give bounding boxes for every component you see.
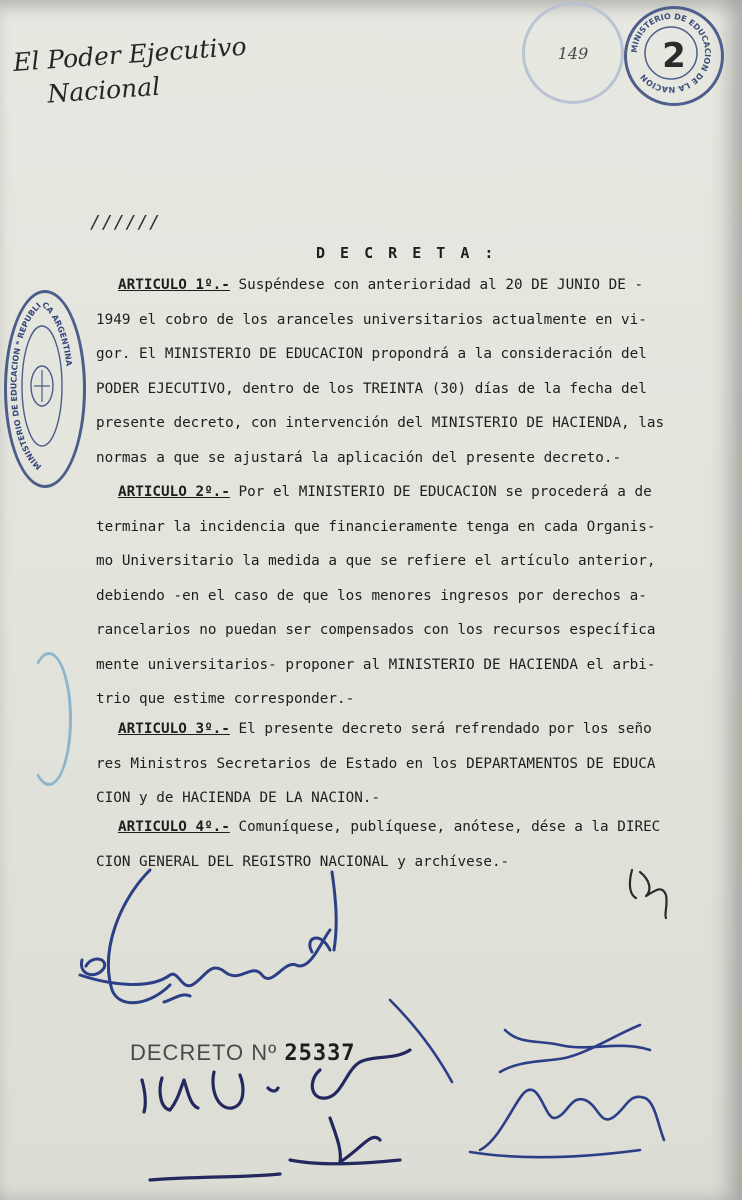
article-2-line: debiendo -en el caso de que los menores ingresos por derechos a- <box>96 587 647 604</box>
letterhead-line-2: Nacional <box>46 71 162 109</box>
article-1-line: presente decreto, con intervención del MINISTERIO DE HACIENDA, las <box>96 415 665 431</box>
article-1-line: gor. El MINISTERIO DE EDUCACION propondrá a la consideración del <box>96 346 647 362</box>
article-3-first-line: El presente decreto será refrendado por los seño <box>229 721 652 737</box>
decree-number <box>130 1040 356 1066</box>
article-3-label: ARTICULO 3º.- <box>118 721 230 737</box>
article-3-line: CION y de HACIENDA DE LA NACION.- <box>96 790 381 806</box>
ministry-seal-top-number: 2 <box>662 36 686 76</box>
article-4-line: CION GENERAL DEL REGISTRO NACIONAL y archívese.- <box>96 853 510 870</box>
article-2-label: ARTICULO 2º.- <box>118 484 230 500</box>
article-2-line: mo Universitario la medida a que se refiere el artículo anterior, <box>96 553 656 569</box>
ministry-seal-top-text: MINISTERIO DE EDUCACION DE LA NACION <box>629 11 713 95</box>
initials-mark <box>630 870 667 918</box>
article-2-line: trio que estime corresponder.- <box>96 691 355 707</box>
article-1-line: normas a que se ajustará la aplicación del presente decreto.- <box>96 449 622 466</box>
article-4-label: ARTICULO 4º.- <box>118 819 230 835</box>
article-2-line: terminar la incidencia que financieramente tenga en cada Organis- <box>96 518 656 535</box>
article-3-line: res Ministros Secretarios de Estado en los DEPARTAMENTOS DE EDUCA <box>96 755 656 772</box>
article-1-label: ARTICULO 1º.- <box>118 277 230 293</box>
article-1-first-line: Suspéndese con anterioridad al 20 DE JUNIO DE - <box>229 277 644 293</box>
article-1-line: PODER EJECUTIVO, dentro de los TREINTA (30) días de la fecha del <box>96 380 647 397</box>
article-2-line: mente universitarios- proponer al MINISTERIO DE HACIENDA el arbi- <box>96 656 656 673</box>
decree-number-value: 25337 <box>284 1041 356 1066</box>
registry-stamp-number: 149 <box>557 43 589 63</box>
article-4-first-line: Comuníquese, publíquese, anótese, dése a la DIREC <box>229 819 661 835</box>
article-1-line: 1949 el cobro de los aranceles universitarios actualmente en vi- <box>96 311 647 328</box>
decree-heading: D E C R E T A : <box>316 244 497 262</box>
article-2-first-line: Por el MINISTERIO DE EDUCACION se procederá a de <box>229 484 652 500</box>
article-2-line: rancelarios no puedan ser compensados con los recursos específica <box>96 622 656 638</box>
presidential-signature <box>80 870 336 1003</box>
minister-signature-right <box>390 1000 664 1157</box>
decree-number-label: DECRETO Nº <box>130 1040 278 1065</box>
minister-signature-left <box>142 1050 410 1180</box>
filler-slashes: ////// <box>90 212 162 233</box>
ministry-seal-side-text: MINISTERIO DE EDUCACION * REPUBLICA ARGENTINA <box>9 300 74 472</box>
letterhead-line-1: El Poder Ejecutivo <box>12 31 248 77</box>
